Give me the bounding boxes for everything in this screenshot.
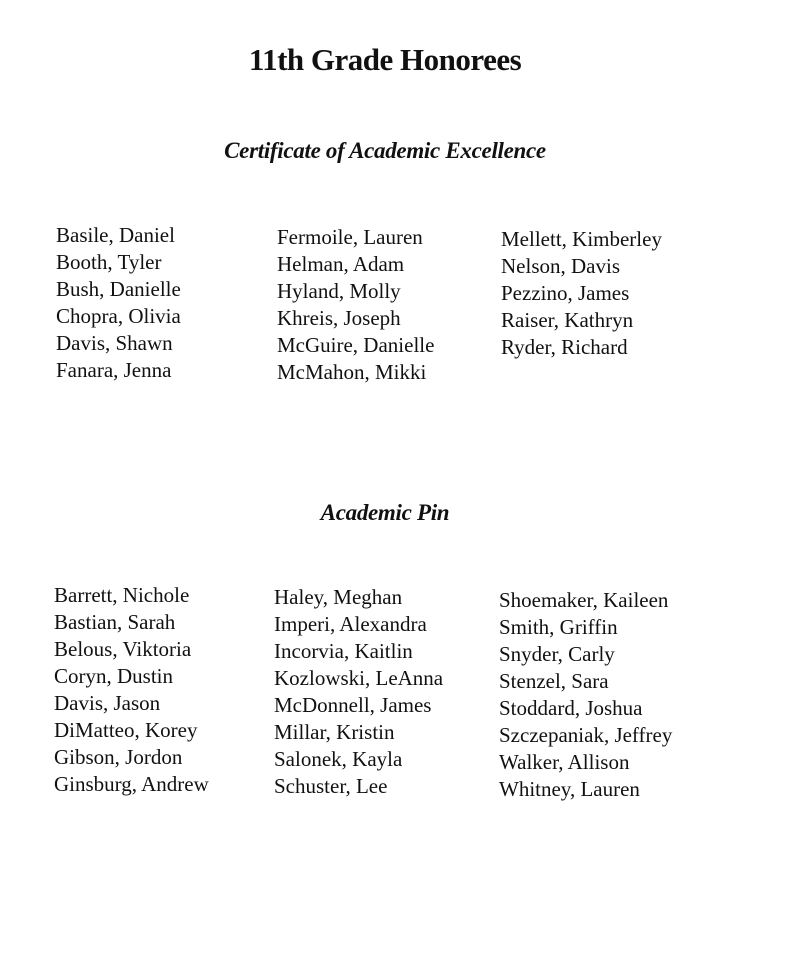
honoree-name: Belous, Viktoria (54, 637, 192, 661)
honoree-name: Stenzel, Sara (499, 669, 609, 693)
honoree-name: Incorvia, Kaitlin (274, 639, 413, 663)
honoree-name: Szczepaniak, Jeffrey (499, 723, 673, 747)
certificate-heading: Certificate of Academic Excellence (224, 138, 546, 163)
honoree-name: Ginsburg, Andrew (54, 772, 209, 796)
honoree-name: Chopra, Olivia (56, 304, 181, 328)
honoree-name: Haley, Meghan (274, 585, 403, 609)
honoree-name: Shoemaker, Kaileen (499, 588, 669, 612)
honoree-name: Raiser, Kathryn (501, 308, 634, 332)
honoree-name: Mellett, Kimberley (501, 227, 662, 251)
honoree-name: Schuster, Lee (274, 774, 388, 798)
honoree-name: Gibson, Jordon (54, 745, 183, 769)
honoree-name: Bush, Danielle (56, 277, 181, 301)
pin-column-2 (274, 584, 443, 800)
honoree-name: Davis, Shawn (56, 331, 173, 355)
academic-pin-heading: Academic Pin (320, 500, 450, 525)
honoree-name: Walker, Allison (499, 750, 630, 774)
honoree-name: Ryder, Richard (501, 335, 628, 359)
honoree-name: Barrett, Nichole (54, 583, 190, 607)
pin-column-1 (54, 582, 209, 798)
honoree-name: Davis, Jason (54, 691, 161, 715)
honoree-name: Salonek, Kayla (274, 747, 403, 771)
honoree-name: Basile, Daniel (56, 223, 175, 247)
honoree-name: Helman, Adam (277, 252, 405, 276)
honoree-name: McMahon, Mikki (277, 360, 427, 384)
page-title: 11th Grade Honorees (248, 42, 522, 77)
honoree-name: Booth, Tyler (56, 250, 162, 274)
honoree-name: Nelson, Davis (501, 254, 620, 278)
honoree-name: Stoddard, Joshua (499, 696, 643, 720)
honoree-name: Khreis, Joseph (277, 306, 401, 330)
honoree-name: Coryn, Dustin (54, 664, 174, 688)
honoree-name: DiMatteo, Korey (54, 718, 198, 742)
certificate-column-3 (501, 226, 662, 361)
honoree-name: Fermoile, Lauren (277, 225, 423, 249)
pin-column-3 (499, 587, 672, 803)
certificate-column-2 (277, 224, 434, 386)
honoree-name: Bastian, Sarah (54, 610, 176, 634)
honoree-name: Pezzino, James (501, 281, 630, 305)
honoree-name: Fanara, Jenna (56, 358, 172, 382)
honoree-name: Kozlowski, LeAnna (274, 666, 444, 690)
honoree-name: Imperi, Alexandra (274, 612, 427, 636)
honoree-name: Smith, Griffin (499, 615, 618, 639)
honoree-name: Snyder, Carly (499, 642, 615, 666)
honoree-name: Hyland, Molly (277, 279, 401, 303)
honoree-name: Millar, Kristin (274, 720, 395, 744)
honoree-name: McDonnell, James (274, 693, 432, 717)
honoree-name: Whitney, Lauren (499, 777, 640, 801)
honoree-name: McGuire, Danielle (277, 333, 435, 357)
certificate-column-1 (56, 222, 181, 384)
